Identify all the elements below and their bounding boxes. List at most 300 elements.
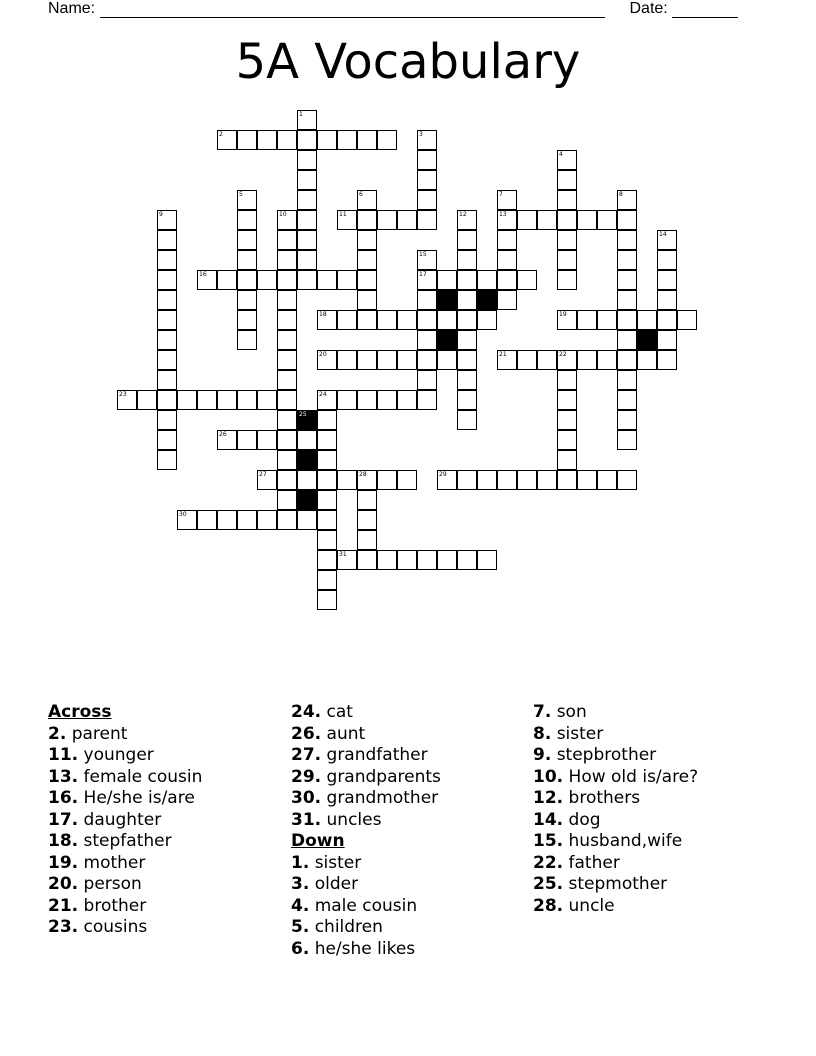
grid-cell[interactable] (457, 390, 477, 410)
grid-cell[interactable] (357, 390, 377, 410)
grid-cell[interactable] (317, 270, 337, 290)
grid-cell[interactable] (617, 410, 637, 430)
grid-cell[interactable] (157, 350, 177, 370)
grid-cell[interactable] (457, 350, 477, 370)
grid-cell[interactable] (157, 410, 177, 430)
grid-cell[interactable] (417, 370, 437, 390)
grid-cell[interactable] (457, 290, 477, 310)
grid-cell[interactable] (557, 370, 577, 390)
clue-number-label: 18. (48, 831, 79, 851)
grid-cell[interactable] (357, 530, 377, 550)
grid-cell[interactable] (557, 430, 577, 450)
grid-cell[interactable] (637, 310, 657, 330)
clue-item (48, 896, 202, 918)
grid-cell[interactable] (457, 230, 477, 250)
grid-cell[interactable] (277, 230, 297, 250)
grid-cell[interactable] (657, 290, 677, 310)
grid-cell[interactable] (457, 270, 477, 290)
grid-cell[interactable] (317, 550, 337, 570)
grid-cell[interactable] (257, 390, 277, 410)
grid-cell[interactable] (617, 430, 637, 450)
grid-cell[interactable] (237, 510, 257, 530)
grid-cell[interactable] (357, 490, 377, 510)
grid-cell[interactable] (277, 310, 297, 330)
grid-cell[interactable] (497, 190, 517, 210)
clue-number: 14 (659, 231, 667, 238)
grid-cell[interactable] (357, 350, 377, 370)
grid-cell[interactable] (297, 230, 317, 250)
grid-cell[interactable] (417, 170, 437, 190)
grid-cell[interactable] (597, 350, 617, 370)
grid-cell[interactable] (437, 270, 457, 290)
clue-number-label: 4. (291, 895, 310, 916)
clue-number-label: 6. (291, 938, 310, 959)
clue-number: 3 (419, 131, 423, 138)
grid-cell[interactable] (557, 250, 577, 270)
grid-cell[interactable] (377, 130, 397, 150)
grid-cell[interactable] (597, 310, 617, 330)
clue-number-label: 26. (291, 723, 322, 744)
grid-cell[interactable] (457, 210, 477, 230)
clue-item (533, 745, 698, 767)
grid-cell[interactable] (237, 390, 257, 410)
grid-cell[interactable] (237, 310, 257, 330)
grid-cell[interactable] (317, 450, 337, 470)
grid-cell[interactable] (237, 210, 257, 230)
grid-cell[interactable] (197, 510, 217, 530)
clue-text: he/she likes (314, 938, 416, 959)
grid-cell[interactable] (357, 230, 377, 250)
grid-cell[interactable] (557, 170, 577, 190)
grid-cell[interactable] (617, 330, 637, 350)
clue-number-label: 2. (48, 723, 67, 744)
grid-cell[interactable] (337, 310, 357, 330)
grid-cell[interactable] (317, 530, 337, 550)
clue-number-label: 25. (533, 874, 564, 894)
grid-cell[interactable] (497, 230, 517, 250)
clue-number: 29 (439, 471, 447, 478)
clue-text: older (314, 874, 359, 894)
clue-number: 12 (459, 211, 467, 218)
clue-item (533, 702, 698, 724)
grid-cell[interactable] (357, 310, 377, 330)
grid-cell[interactable] (617, 370, 637, 390)
clue-text: person (83, 874, 142, 894)
grid-cell[interactable] (537, 210, 557, 230)
grid-cell[interactable] (617, 310, 637, 330)
clue-number-label: 9. (533, 745, 552, 765)
clue-text: grandmother (326, 788, 439, 808)
grid-cell[interactable] (457, 370, 477, 390)
grid-cell[interactable] (157, 370, 177, 390)
grid-cell[interactable] (277, 290, 297, 310)
clue-text: children (314, 917, 383, 937)
grid-cell[interactable] (557, 470, 577, 490)
grid-cell[interactable] (457, 330, 477, 350)
grid-cell[interactable] (137, 390, 157, 410)
grid-cell[interactable] (157, 210, 177, 230)
grid-cell[interactable] (277, 450, 297, 470)
grid-cell[interactable] (377, 390, 397, 410)
grid-cell[interactable] (177, 510, 197, 530)
grid-cell[interactable] (337, 470, 357, 490)
grid-cell[interactable] (337, 130, 357, 150)
clue-number: 8 (619, 191, 623, 198)
clue-number: 5 (239, 191, 243, 198)
grid-cell[interactable] (257, 510, 277, 530)
grid-cell[interactable] (397, 310, 417, 330)
grid-cell[interactable] (217, 510, 237, 530)
grid-cell[interactable] (417, 390, 437, 410)
grid-cell[interactable] (217, 130, 237, 150)
grid-cell[interactable] (157, 430, 177, 450)
clue-number-label: 13. (48, 766, 79, 787)
grid-cell[interactable] (417, 270, 437, 290)
clue-item (291, 767, 441, 789)
grid-cell[interactable] (577, 350, 597, 370)
name-label: Name: (48, 0, 96, 17)
grid-cell[interactable] (297, 190, 317, 210)
grid-cell[interactable] (177, 390, 197, 410)
grid-cell[interactable] (277, 130, 297, 150)
clue-item (48, 917, 202, 939)
grid-cell[interactable] (557, 450, 577, 470)
grid-cell[interactable] (417, 350, 437, 370)
clue-item (533, 896, 698, 918)
grid-cell[interactable] (497, 210, 517, 230)
clue-number: 4 (559, 151, 563, 158)
clue-text: uncle (568, 895, 615, 916)
grid-cell[interactable] (317, 470, 337, 490)
clue-item (533, 874, 698, 896)
grid-cell[interactable] (377, 470, 397, 490)
grid-cell[interactable] (357, 470, 377, 490)
black-cell (297, 450, 317, 470)
grid-cell[interactable] (217, 390, 237, 410)
clue-number-label: 12. (533, 788, 564, 808)
grid-cell[interactable] (317, 130, 337, 150)
grid-cell[interactable] (217, 270, 237, 290)
grid-cell[interactable] (557, 390, 577, 410)
clue-item (291, 745, 441, 767)
clue-item (48, 810, 202, 832)
grid-cell[interactable] (677, 310, 697, 330)
clue-text: male cousin (314, 895, 418, 916)
grid-cell[interactable] (457, 310, 477, 330)
clues-column-1 (48, 702, 202, 939)
grid-cell[interactable] (237, 290, 257, 310)
grid-cell[interactable] (657, 330, 677, 350)
grid-cell[interactable] (397, 470, 417, 490)
clue-number-label: 21. (48, 895, 79, 916)
grid-cell[interactable] (457, 470, 477, 490)
grid-cell[interactable] (237, 230, 257, 250)
grid-cell[interactable] (337, 550, 357, 570)
grid-cell[interactable] (457, 410, 477, 430)
grid-cell[interactable] (617, 470, 637, 490)
grid-cell[interactable] (297, 270, 317, 290)
grid-cell[interactable] (657, 270, 677, 290)
clues-column-3 (533, 702, 698, 917)
clue-text: daughter (83, 809, 162, 830)
clue-item (291, 788, 441, 810)
clue-number: 18 (319, 311, 327, 318)
clue-number-label: 11. (48, 745, 79, 765)
grid-cell[interactable] (557, 150, 577, 170)
grid-cell[interactable] (297, 170, 317, 190)
grid-cell[interactable] (577, 470, 597, 490)
grid-cell[interactable] (637, 350, 657, 370)
clue-text: dog (568, 809, 601, 830)
grid-cell[interactable] (217, 430, 237, 450)
clue-number-label: 8. (533, 723, 552, 744)
grid-cell[interactable] (457, 550, 477, 570)
grid-cell[interactable] (497, 350, 517, 370)
grid-cell[interactable] (517, 270, 537, 290)
grid-cell[interactable] (157, 270, 177, 290)
clue-item (48, 853, 202, 875)
grid-cell[interactable] (497, 270, 517, 290)
grid-cell[interactable] (257, 130, 277, 150)
grid-cell[interactable] (197, 270, 217, 290)
clue-number-label: 23. (48, 917, 79, 937)
grid-cell[interactable] (317, 490, 337, 510)
grid-cell[interactable] (517, 210, 537, 230)
grid-cell[interactable] (357, 270, 377, 290)
grid-cell[interactable] (297, 430, 317, 450)
clue-item (533, 810, 698, 832)
grid-cell[interactable] (617, 210, 637, 230)
grid-cell[interactable] (377, 550, 397, 570)
clue-item (48, 724, 202, 746)
clue-text: stepbrother (556, 745, 657, 765)
clue-number: 7 (499, 191, 503, 198)
grid-cell[interactable] (297, 470, 317, 490)
grid-cell[interactable] (317, 410, 337, 430)
grid-cell[interactable] (337, 390, 357, 410)
grid-cell[interactable] (577, 310, 597, 330)
grid-cell[interactable] (237, 430, 257, 450)
grid-cell[interactable] (317, 590, 337, 610)
grid-cell[interactable] (317, 310, 337, 330)
grid-cell[interactable] (397, 390, 417, 410)
grid-cell[interactable] (597, 470, 617, 490)
grid-cell[interactable] (237, 190, 257, 210)
grid-cell[interactable] (337, 210, 357, 230)
grid-cell[interactable] (277, 210, 297, 230)
grid-cell[interactable] (157, 230, 177, 250)
grid-cell[interactable] (557, 310, 577, 330)
grid-cell[interactable] (337, 350, 357, 370)
grid-cell[interactable] (417, 550, 437, 570)
grid-cell[interactable] (277, 330, 297, 350)
grid-cell[interactable] (297, 130, 317, 150)
down-heading: Down (291, 831, 345, 851)
grid-cell[interactable] (417, 290, 437, 310)
grid-cell[interactable] (277, 350, 297, 370)
grid-cell[interactable] (437, 550, 457, 570)
clue-number-label: 16. (48, 788, 79, 808)
clue-number-label: 27. (291, 745, 322, 765)
grid-cell[interactable] (557, 230, 577, 250)
grid-cell[interactable] (157, 330, 177, 350)
grid-cell[interactable] (657, 310, 677, 330)
grid-cell[interactable] (557, 350, 577, 370)
clue-text: stepmother (568, 874, 668, 894)
grid-cell[interactable] (237, 130, 257, 150)
grid-cell[interactable] (157, 450, 177, 470)
grid-cell[interactable] (477, 550, 497, 570)
clue-number-label: 22. (533, 852, 564, 873)
grid-cell[interactable] (417, 130, 437, 150)
grid-cell[interactable] (377, 310, 397, 330)
grid-cell[interactable] (657, 230, 677, 250)
grid-cell[interactable] (397, 550, 417, 570)
grid-cell[interactable] (317, 570, 337, 590)
grid-cell[interactable] (157, 310, 177, 330)
clue-item (48, 767, 202, 789)
grid-cell[interactable] (517, 470, 537, 490)
grid-cell[interactable] (617, 190, 637, 210)
grid-cell[interactable] (317, 390, 337, 410)
grid-cell[interactable] (457, 250, 477, 270)
grid-cell[interactable] (617, 230, 637, 250)
grid-cell[interactable] (317, 430, 337, 450)
clue-text: uncles (326, 809, 382, 830)
grid-cell[interactable] (437, 350, 457, 370)
grid-cell[interactable] (157, 290, 177, 310)
grid-cell[interactable] (357, 130, 377, 150)
clue-text: husband,wife (568, 831, 683, 851)
clue-text: brothers (568, 788, 641, 808)
grid-cell[interactable] (317, 510, 337, 530)
grid-cell[interactable] (257, 270, 277, 290)
grid-cell[interactable] (357, 210, 377, 230)
grid-cell[interactable] (337, 270, 357, 290)
grid-cell[interactable] (417, 190, 437, 210)
grid-cell[interactable] (417, 250, 437, 270)
grid-cell[interactable] (257, 470, 277, 490)
grid-cell[interactable] (577, 210, 597, 230)
grid-cell[interactable] (497, 290, 517, 310)
grid-cell[interactable] (617, 250, 637, 270)
grid-cell[interactable] (117, 390, 137, 410)
grid-cell[interactable] (297, 150, 317, 170)
grid-cell[interactable] (397, 350, 417, 370)
grid-cell[interactable] (297, 110, 317, 130)
grid-cell[interactable] (617, 270, 637, 290)
clue-number-label: 3. (291, 874, 310, 894)
grid-cell[interactable] (157, 250, 177, 270)
grid-cell[interactable] (277, 250, 297, 270)
grid-cell[interactable] (357, 290, 377, 310)
grid-cell[interactable] (557, 410, 577, 430)
grid-cell[interactable] (297, 210, 317, 230)
clue-number: 26 (219, 431, 227, 438)
clue-item (291, 896, 441, 918)
grid-cell[interactable] (257, 430, 277, 450)
grid-cell[interactable] (417, 310, 437, 330)
clue-number: 28 (359, 471, 367, 478)
clue-item (48, 874, 202, 896)
clue-text: grandfather (326, 745, 428, 765)
page-title: 5A Vocabulary (235, 34, 581, 90)
grid-cell[interactable] (197, 390, 217, 410)
grid-cell[interactable] (277, 270, 297, 290)
grid-cell[interactable] (417, 210, 437, 230)
clue-text: female cousin (83, 766, 203, 787)
grid-cell[interactable] (277, 370, 297, 390)
clue-number-label: 28. (533, 895, 564, 916)
grid-cell[interactable] (517, 350, 537, 370)
grid-cell[interactable] (557, 270, 577, 290)
grid-cell[interactable] (417, 330, 437, 350)
grid-cell[interactable] (657, 350, 677, 370)
grid-cell[interactable] (497, 470, 517, 490)
grid-cell[interactable] (277, 510, 297, 530)
grid-cell[interactable] (297, 250, 317, 270)
grid-cell[interactable] (597, 210, 617, 230)
grid-cell[interactable] (557, 190, 577, 210)
grid-cell[interactable] (437, 470, 457, 490)
clue-number-label: 31. (291, 809, 322, 830)
grid-cell[interactable] (277, 410, 297, 430)
clue-number: 1 (299, 111, 303, 118)
grid-cell[interactable] (357, 550, 377, 570)
grid-cell[interactable] (617, 350, 637, 370)
grid-cell[interactable] (277, 390, 297, 410)
grid-cell[interactable] (277, 470, 297, 490)
grid-cell[interactable] (477, 310, 497, 330)
grid-cell[interactable] (237, 250, 257, 270)
clue-number-label: 1. (291, 852, 310, 873)
grid-cell[interactable] (537, 470, 557, 490)
grid-cell[interactable] (277, 430, 297, 450)
grid-cell[interactable] (377, 350, 397, 370)
grid-cell[interactable] (357, 510, 377, 530)
grid-cell[interactable] (277, 490, 297, 510)
grid-cell[interactable] (397, 210, 417, 230)
grid-cell[interactable] (317, 350, 337, 370)
grid-cell[interactable] (497, 250, 517, 270)
clue-item (533, 788, 698, 810)
grid-cell[interactable] (477, 470, 497, 490)
grid-cell[interactable] (357, 190, 377, 210)
grid-cell[interactable] (417, 150, 437, 170)
clue-item (533, 853, 698, 875)
grid-cell[interactable] (437, 310, 457, 330)
grid-cell[interactable] (357, 250, 377, 270)
grid-cell[interactable] (377, 210, 397, 230)
clue-text: father (568, 852, 620, 873)
grid-cell[interactable] (477, 270, 497, 290)
clue-item (291, 810, 441, 832)
grid-cell[interactable] (237, 270, 257, 290)
clue-text: cousins (83, 917, 148, 937)
clue-text: parent (71, 723, 128, 744)
grid-cell[interactable] (617, 390, 637, 410)
grid-cell[interactable] (157, 390, 177, 410)
grid-cell[interactable] (537, 350, 557, 370)
grid-cell[interactable] (617, 290, 637, 310)
black-cell (437, 290, 457, 310)
grid-cell[interactable] (557, 210, 577, 230)
clue-text: brother (83, 895, 147, 916)
grid-cell[interactable] (657, 250, 677, 270)
grid-cell[interactable] (237, 330, 257, 350)
grid-cell[interactable] (297, 510, 317, 530)
clue-number: 2 (219, 131, 223, 138)
